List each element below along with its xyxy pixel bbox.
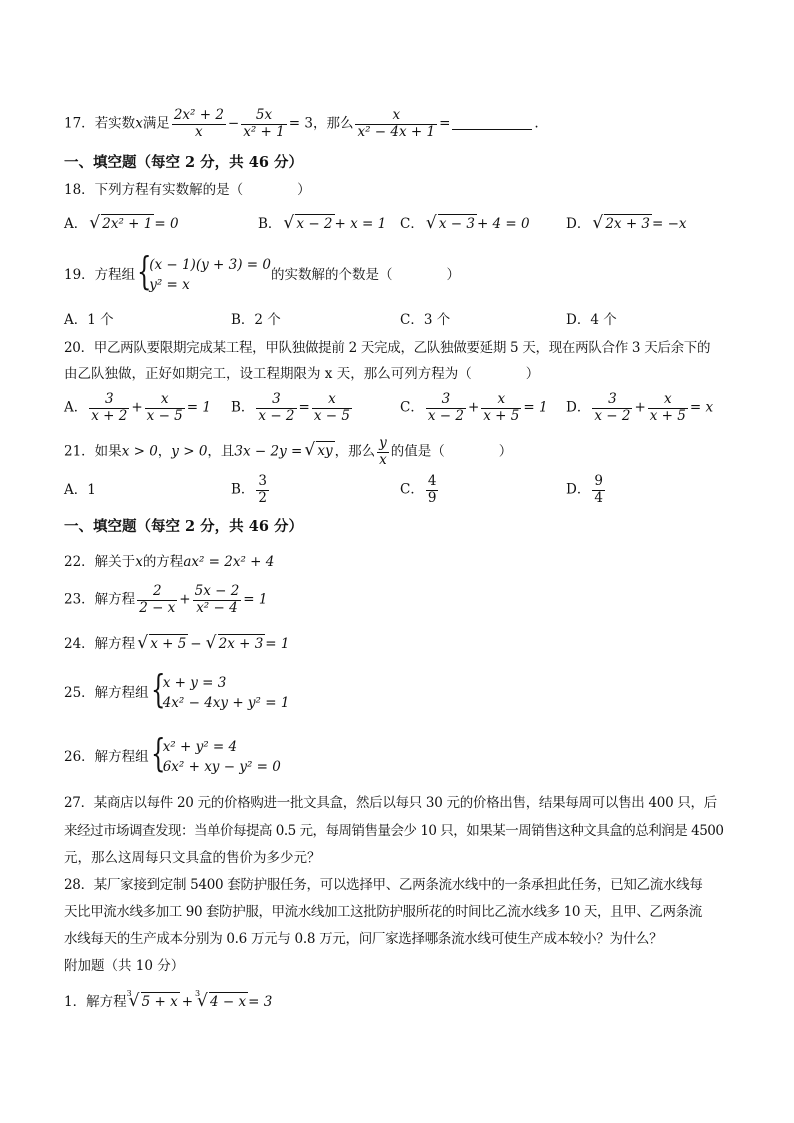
radicand: x − 3	[438, 216, 475, 232]
expression: = 0	[154, 216, 179, 232]
option-label: C．	[400, 399, 424, 416]
option-d[interactable]	[566, 474, 607, 506]
option-d[interactable]	[566, 392, 713, 424]
question-text: 19．方程组	[64, 266, 136, 283]
condition: x > 0	[121, 443, 158, 460]
option-label: D．	[566, 216, 591, 232]
radicand: 2x + 3	[605, 216, 651, 232]
option-d[interactable]: D．4 个	[566, 312, 617, 328]
question-text: 若实数	[94, 115, 136, 132]
radicand: xy	[317, 443, 333, 460]
question-18: 18．下列方程有实数解的是（ ）	[64, 182, 311, 198]
punctuation: ，	[157, 443, 172, 460]
expression: = −x	[652, 216, 687, 232]
expression: = 1	[265, 636, 290, 652]
denominator: 9	[427, 489, 437, 506]
question-text: 22．解关于	[64, 554, 136, 570]
question-number: 17．	[64, 115, 95, 132]
radicand: 5 + x	[141, 994, 178, 1010]
operator: +	[131, 399, 143, 416]
option-label: B．	[231, 481, 255, 498]
option-label: D．	[566, 399, 591, 416]
denominator: x − 2	[427, 407, 464, 424]
question-text: 的方程	[142, 554, 184, 570]
question-text: 25．解方程组	[64, 684, 149, 701]
numerator: 5x − 2	[194, 583, 240, 599]
denominator: x + 2	[91, 407, 128, 424]
fraction	[426, 392, 466, 424]
cube-root	[126, 989, 180, 1010]
fraction	[137, 584, 177, 616]
question-20-line1: 20．甲乙两队要限期完成某工程，甲队独做提前 2 天完成，乙队独做要延期 5 天，现在两队合作 3 天后余下的	[64, 340, 711, 356]
answer-blank[interactable]	[452, 117, 532, 130]
fraction	[648, 392, 688, 424]
question-20-line2: 由乙队独做，正好如期完工，设工程期限为 x 天，那么可列方程为（ ）	[64, 366, 540, 382]
fraction	[89, 392, 129, 424]
numerator: 4	[427, 473, 437, 489]
question-22	[64, 556, 274, 570]
sqrt	[426, 218, 477, 232]
option-label: B．	[231, 399, 255, 416]
option-label: B．	[258, 216, 282, 232]
denominator: x	[195, 123, 203, 140]
punctuation: .	[534, 115, 539, 132]
equation-system	[150, 667, 290, 713]
expression: 3x − 2y =	[234, 443, 303, 460]
section-heading: 一、填空题（每空 2 分，共 46 分）	[64, 154, 303, 171]
fraction	[481, 392, 521, 424]
operator: =	[298, 399, 310, 416]
option-a[interactable]: A．1 个	[64, 312, 114, 328]
option-label: C．	[400, 481, 424, 498]
question-text: 的值是（ ）	[390, 443, 513, 460]
operator: +	[634, 399, 646, 416]
denominator: 2	[258, 489, 268, 506]
option-label: A．	[64, 216, 88, 232]
question-text: = 3，那么	[288, 115, 354, 132]
numerator: x	[145, 392, 185, 409]
equation-system	[150, 731, 281, 777]
operator: −	[190, 636, 202, 652]
bonus-heading: 附加题（共 10 分）	[64, 958, 185, 974]
numerator: x	[355, 108, 437, 125]
numerator: 3	[256, 392, 296, 409]
option-a[interactable]	[64, 218, 179, 232]
fraction	[426, 474, 439, 506]
question-19	[64, 249, 460, 295]
option-b[interactable]	[231, 392, 354, 424]
question-24	[64, 638, 290, 652]
operator: +	[181, 994, 194, 1010]
question-28-line3: 水线每天的生产成本分别为 0.6 万元与 0.8 万元，问厂家选择哪条流水线可使生产成本较小？为什么？	[64, 931, 663, 947]
fraction	[355, 108, 437, 140]
root-index: √ 3	[195, 989, 201, 998]
sqrt	[304, 445, 334, 459]
brace: {	[137, 249, 152, 293]
question-text: ，且	[207, 443, 235, 460]
option-b[interactable]	[258, 218, 386, 232]
numerator: x	[312, 392, 352, 409]
option-d[interactable]	[566, 218, 687, 232]
radicand: 2x² + 1	[102, 216, 153, 232]
root-index: √ 3	[126, 989, 132, 998]
brace: {	[150, 667, 166, 711]
question-28-line2: 天比甲流水线多加工 90 套防护服，甲流水线加工这批防护服所花的时间比乙流水线多 10 天，且甲、乙两条流	[64, 904, 702, 920]
math-var: x	[135, 554, 143, 570]
expression: = 1	[243, 591, 268, 608]
denominator: 4	[594, 489, 603, 506]
option-c[interactable]: C．3 个	[400, 312, 451, 328]
equation-row: (x − 1)(y + 3) = 0	[149, 257, 271, 273]
sqrt	[89, 218, 154, 232]
numerator: y	[379, 435, 387, 451]
denominator: x − 2	[594, 407, 631, 424]
question-text: 的实数解的个数是（ ）	[270, 266, 460, 283]
option-c[interactable]	[400, 392, 548, 424]
operator: +	[467, 399, 480, 416]
question-27-line2: 来经过市场调查发现：当单价每提高 0.5 元，每周销售量会少 10 只，如果某一周销售这种文具盒的总利润是 4500	[64, 823, 724, 839]
section-heading: 一、填空题（每空 2 分，共 46 分）	[64, 518, 303, 535]
sqrt	[206, 638, 266, 652]
question-23	[64, 584, 268, 616]
question-27-line3: 元，那么这周每只文具盒的售价为多少元？	[64, 850, 321, 866]
fraction	[241, 108, 287, 140]
option-label: C．	[400, 216, 424, 232]
fraction	[256, 474, 269, 506]
option-a[interactable]	[64, 392, 211, 424]
numerator: 3	[258, 473, 268, 489]
operator: +	[179, 591, 191, 608]
fraction	[145, 392, 185, 424]
expression: = x	[689, 399, 714, 416]
numerator: x	[481, 392, 521, 409]
sqrt	[592, 218, 652, 232]
numerator: 3	[426, 392, 466, 409]
option-label: D．	[566, 481, 591, 498]
expression: = 1	[186, 399, 211, 416]
bonus-question-1	[64, 989, 273, 1010]
question-17	[64, 108, 539, 140]
option-c[interactable]	[400, 218, 530, 232]
fraction	[592, 392, 632, 424]
option-a[interactable]	[64, 484, 96, 498]
operator: =	[439, 115, 451, 132]
radicand: x + 5	[150, 636, 187, 652]
expression: + 4 = 0	[476, 216, 530, 232]
numerator: 3	[592, 392, 632, 409]
question-28-line1: 28．某厂家接到定制 5400 套防护服任务，可以选择甲、乙两条流水线中的一条承担此任务，已知乙流水线每	[64, 877, 703, 893]
fraction	[592, 474, 605, 506]
numerator: x	[648, 392, 688, 409]
question-text: ，那么	[334, 443, 376, 460]
numerator: 9	[594, 473, 603, 489]
radicand: 4 − x	[210, 994, 247, 1010]
equation: ax² = 2x² + 4	[183, 554, 275, 570]
brace: {	[150, 731, 166, 775]
question-text: 1．解方程	[64, 994, 127, 1010]
equation-row: x² + y² = 4	[162, 739, 238, 755]
equation-row: 4x² − 4xy + y² = 1	[162, 694, 290, 711]
denominator: x² − 4	[196, 599, 238, 616]
denominator: x² + 1	[243, 123, 285, 140]
sqrt	[283, 218, 334, 232]
expression: = 1	[523, 399, 548, 416]
denominator: x² − 4x + 1	[357, 123, 436, 140]
operator: −	[227, 115, 240, 132]
option-label: A．1	[64, 482, 96, 498]
equation-row: 6x² + xy − y² = 0	[162, 758, 281, 775]
question-text: 26．解方程组	[64, 748, 149, 765]
numerator: 3	[89, 392, 129, 409]
numerator: 2x² + 2	[173, 107, 224, 123]
question-text: 满足	[142, 115, 170, 132]
sqrt	[137, 638, 188, 652]
question-text: 24．解方程	[64, 636, 136, 652]
denominator: 2 − x	[139, 599, 176, 616]
fraction	[312, 392, 352, 424]
numerator: 5x	[241, 108, 287, 125]
equation-row: x + y = 3	[162, 675, 227, 691]
condition: y > 0	[171, 443, 208, 460]
denominator: x − 2	[258, 407, 295, 424]
option-c[interactable]	[400, 474, 440, 506]
fraction	[256, 392, 296, 424]
question-text: 23．解方程	[64, 591, 136, 608]
option-b[interactable]	[231, 474, 271, 506]
radicand: 2x + 3	[218, 636, 264, 652]
numerator: 2	[137, 584, 177, 601]
cube-root	[195, 989, 248, 1010]
equation-system	[137, 249, 271, 295]
question-text: 21．如果	[64, 443, 122, 460]
math-var: x	[135, 115, 143, 132]
denominator: x	[379, 451, 387, 468]
denominator: x − 5	[313, 407, 350, 424]
fraction	[193, 584, 242, 616]
radicand: x − 2	[296, 216, 333, 232]
expression: + x = 1	[334, 216, 387, 232]
fraction	[377, 436, 389, 468]
question-27-line1: 27．某商店以每件 20 元的价格购进一批文具盒，然后以每只 30 元的价格出售，结果每周可以售出 400 只，后	[64, 795, 717, 811]
denominator: x + 5	[649, 407, 686, 424]
option-b[interactable]: B．2 个	[231, 312, 281, 328]
question-21	[64, 436, 512, 468]
equation-row: y² = x	[149, 276, 190, 293]
question-25	[64, 667, 290, 713]
denominator: x + 5	[483, 407, 520, 424]
denominator: x − 5	[146, 407, 183, 424]
option-label: A．	[64, 399, 88, 416]
expression: = 3	[248, 994, 273, 1010]
fraction	[172, 108, 226, 140]
question-26	[64, 731, 281, 777]
